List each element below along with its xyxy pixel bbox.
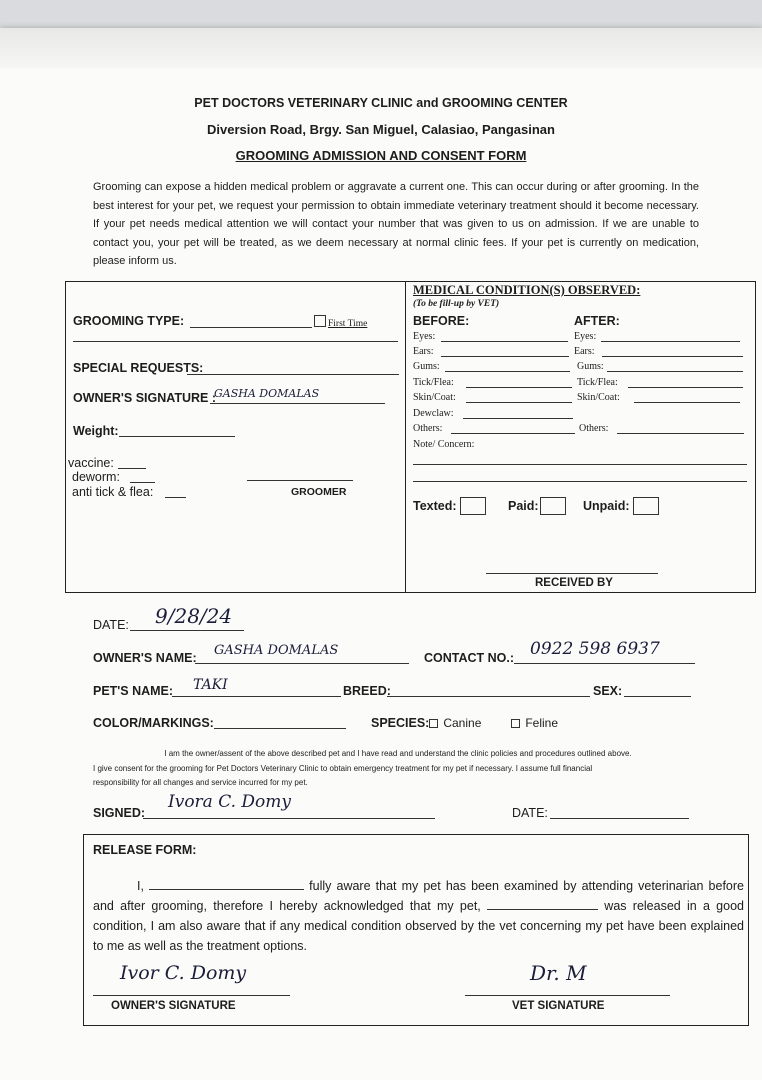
date-value: 9/28/24 [155, 604, 233, 628]
before-gums-field[interactable] [445, 371, 570, 372]
groomer-signature-line[interactable] [247, 480, 353, 481]
owner-signature-value: GASHA DOMALAS [214, 387, 320, 400]
special-requests-label: SPECIAL REQUESTS: [73, 361, 204, 375]
texted-label: Texted: [413, 499, 457, 513]
grooming-type-line-2[interactable] [73, 341, 398, 342]
owner-name-value: GASHA DOMALAS [214, 643, 339, 658]
pet-name-field[interactable] [172, 696, 341, 697]
release-paragraph [93, 876, 744, 956]
release-text-3: was released in a good condition, I am also aware that if any medical condition observed by the vet concerning my pet have been explained to me as well as the treatment options. [93, 899, 744, 953]
paid-checkbox[interactable] [540, 497, 566, 515]
clinic-address: Diversion Road, Brgy. San Miguel, Calasiao, Pangasinan [207, 122, 555, 137]
contact-field[interactable] [514, 663, 695, 664]
consent-date-field[interactable] [550, 818, 689, 819]
before-tick-field[interactable] [466, 387, 572, 388]
first-time-checkbox[interactable] [314, 315, 326, 327]
before-eyes-label: Eyes: [413, 331, 436, 342]
vaccine-field[interactable] [118, 468, 146, 469]
before-eyes-field[interactable] [441, 341, 568, 342]
grooming-type-label: GROOMING TYPE: [73, 314, 185, 328]
consent-line-3: responsibility for all changes and service incurred for my pet. [93, 778, 308, 787]
after-others-field[interactable] [617, 433, 744, 434]
sex-field[interactable] [624, 696, 691, 697]
after-ears-field[interactable] [602, 356, 743, 357]
after-eyes-label: Eyes: [574, 331, 597, 342]
pet-name-value: TAKI [193, 677, 228, 693]
first-time-label: First Time [328, 319, 368, 329]
note-label: Note/ Concern: [413, 439, 475, 450]
dewclaw-field[interactable] [463, 418, 573, 419]
after-gums-field[interactable] [607, 371, 743, 372]
release-text-2: fully aware that my pet has been examined by attending veterinarian before and after grooming, therefore I hereby acknowledged that my pet, [93, 879, 744, 913]
vaccine-label: vaccine: [68, 456, 114, 470]
after-heading: AFTER: [574, 314, 620, 328]
feline-label: Feline [525, 716, 559, 730]
paid-label: Paid: [508, 499, 539, 513]
deworm-field[interactable] [130, 482, 155, 483]
form-title: GROOMING ADMISSION AND CONSENT FORM [235, 148, 527, 163]
received-by-line[interactable] [486, 573, 658, 574]
unpaid-label: Unpaid: [583, 499, 630, 513]
color-markings-label: COLOR/MARKINGS: [93, 716, 214, 730]
release-vet-signature-line[interactable] [465, 995, 670, 996]
medical-subtitle: (To be fill-up by VET) [413, 299, 500, 309]
deworm-label: deworm: [72, 470, 120, 484]
pet-name-label: PET'S NAME: [93, 684, 174, 698]
canine-option[interactable] [429, 716, 481, 730]
contact-value: 0922 598 6937 [530, 639, 660, 659]
intro-paragraph: Grooming can expose a hidden medical problem or aggravate a current one. This can occur during or after grooming. In the best interest for your pet, we request your permission to obtain immediate veterinary treatment should it become necessary. If your pet needs medical attention we will contact your number that was given to us on admission. If we are unable to contact you, your pet will be treated, as we deem necessary at normal clinic fees. If your pet is currently on medication, please inform us. [93, 181, 699, 268]
owner-signature-label: OWNER'S SIGNATURE : [73, 391, 217, 405]
feline-checkbox[interactable] [511, 719, 520, 728]
owner-name-field[interactable] [195, 663, 409, 664]
owner-signature-field[interactable] [210, 403, 385, 404]
release-text-1: I, [137, 879, 144, 893]
medical-title: MEDICAL CONDITION(S) OBSERVED: [413, 283, 641, 297]
weight-label: Weight: [73, 424, 119, 438]
before-others-label: Others: [413, 423, 443, 434]
after-gums-label: Gums: [577, 361, 604, 372]
breed-field[interactable] [387, 696, 590, 697]
special-requests-field[interactable] [187, 374, 399, 375]
consent-line-2: I give consent for the grooming for Pet Doctors Veterinary Clinic to obtain emergency treatment for my pet if necessary. I assume full financial [93, 764, 593, 773]
weight-field[interactable] [119, 436, 235, 437]
anti-tick-field[interactable] [165, 497, 186, 498]
texted-checkbox[interactable] [460, 497, 486, 515]
canine-checkbox[interactable] [429, 719, 438, 728]
after-tick-label: Tick/Flea: [577, 377, 618, 388]
color-markings-field[interactable] [214, 728, 346, 729]
release-owner-signature-line[interactable] [93, 995, 290, 996]
dewclaw-label: Dewclaw: [413, 408, 454, 419]
signed-label: SIGNED: [93, 806, 146, 820]
release-pet-field[interactable] [487, 897, 598, 910]
after-ears-label: Ears: [574, 346, 595, 357]
breed-label: BREED: [343, 684, 391, 698]
consent-date-label: DATE: [512, 806, 548, 820]
release-name-field[interactable] [149, 877, 304, 890]
note-line-2[interactable] [413, 481, 747, 482]
feline-option[interactable] [511, 716, 558, 730]
owner-name-label: OWNER'S NAME: [93, 651, 197, 665]
after-skin-field[interactable] [634, 402, 740, 403]
signed-field[interactable] [143, 818, 435, 819]
unpaid-checkbox[interactable] [633, 497, 659, 515]
before-heading: BEFORE: [413, 314, 470, 328]
first-time-option[interactable] [314, 315, 367, 329]
received-by-label: RECEIVED BY [535, 577, 613, 589]
grooming-type-field[interactable] [190, 327, 312, 328]
before-skin-field[interactable] [466, 402, 572, 403]
canine-label: Canine [443, 716, 482, 730]
contact-label: CONTACT NO.: [424, 651, 515, 665]
before-ears-field[interactable] [441, 356, 569, 357]
release-owner-signature-value: Ivor C. Domy [120, 962, 247, 984]
before-ears-label: Ears: [413, 346, 434, 357]
release-title: RELEASE FORM: [93, 843, 197, 857]
before-others-field[interactable] [451, 433, 575, 434]
species-label: SPECIES: [371, 716, 430, 730]
anti-tick-label: anti tick & flea: [72, 485, 154, 499]
release-vet-signature-value: Dr. M [530, 961, 587, 985]
after-eyes-field[interactable] [601, 341, 740, 342]
paper-fold [0, 28, 762, 68]
after-tick-field[interactable] [628, 387, 743, 388]
before-skin-label: Skin/Coat: [413, 392, 456, 403]
before-tick-label: Tick/Flea: [413, 377, 454, 388]
signed-value: Ivora C. Domy [168, 792, 292, 812]
date-field[interactable] [130, 630, 244, 631]
clinic-name: PET DOCTORS VETERINARY CLINIC and GROOMING CENTER [194, 96, 568, 110]
release-vet-signature-label: VET SIGNATURE [512, 1000, 605, 1012]
after-skin-label: Skin/Coat: [577, 392, 620, 403]
after-others-label: Others: [579, 423, 609, 434]
date-label: DATE: [93, 618, 129, 632]
before-gums-label: Gums: [413, 361, 440, 372]
consent-line-1: I am the owner/assent of the above described pet and I have read and understand the clinic policies and procedures outlined above. [164, 749, 632, 758]
sex-label: SEX: [593, 684, 623, 698]
groomer-label: GROOMER [291, 486, 347, 498]
release-owner-signature-label: OWNER'S SIGNATURE [111, 1000, 236, 1012]
note-line-1[interactable] [413, 464, 747, 465]
